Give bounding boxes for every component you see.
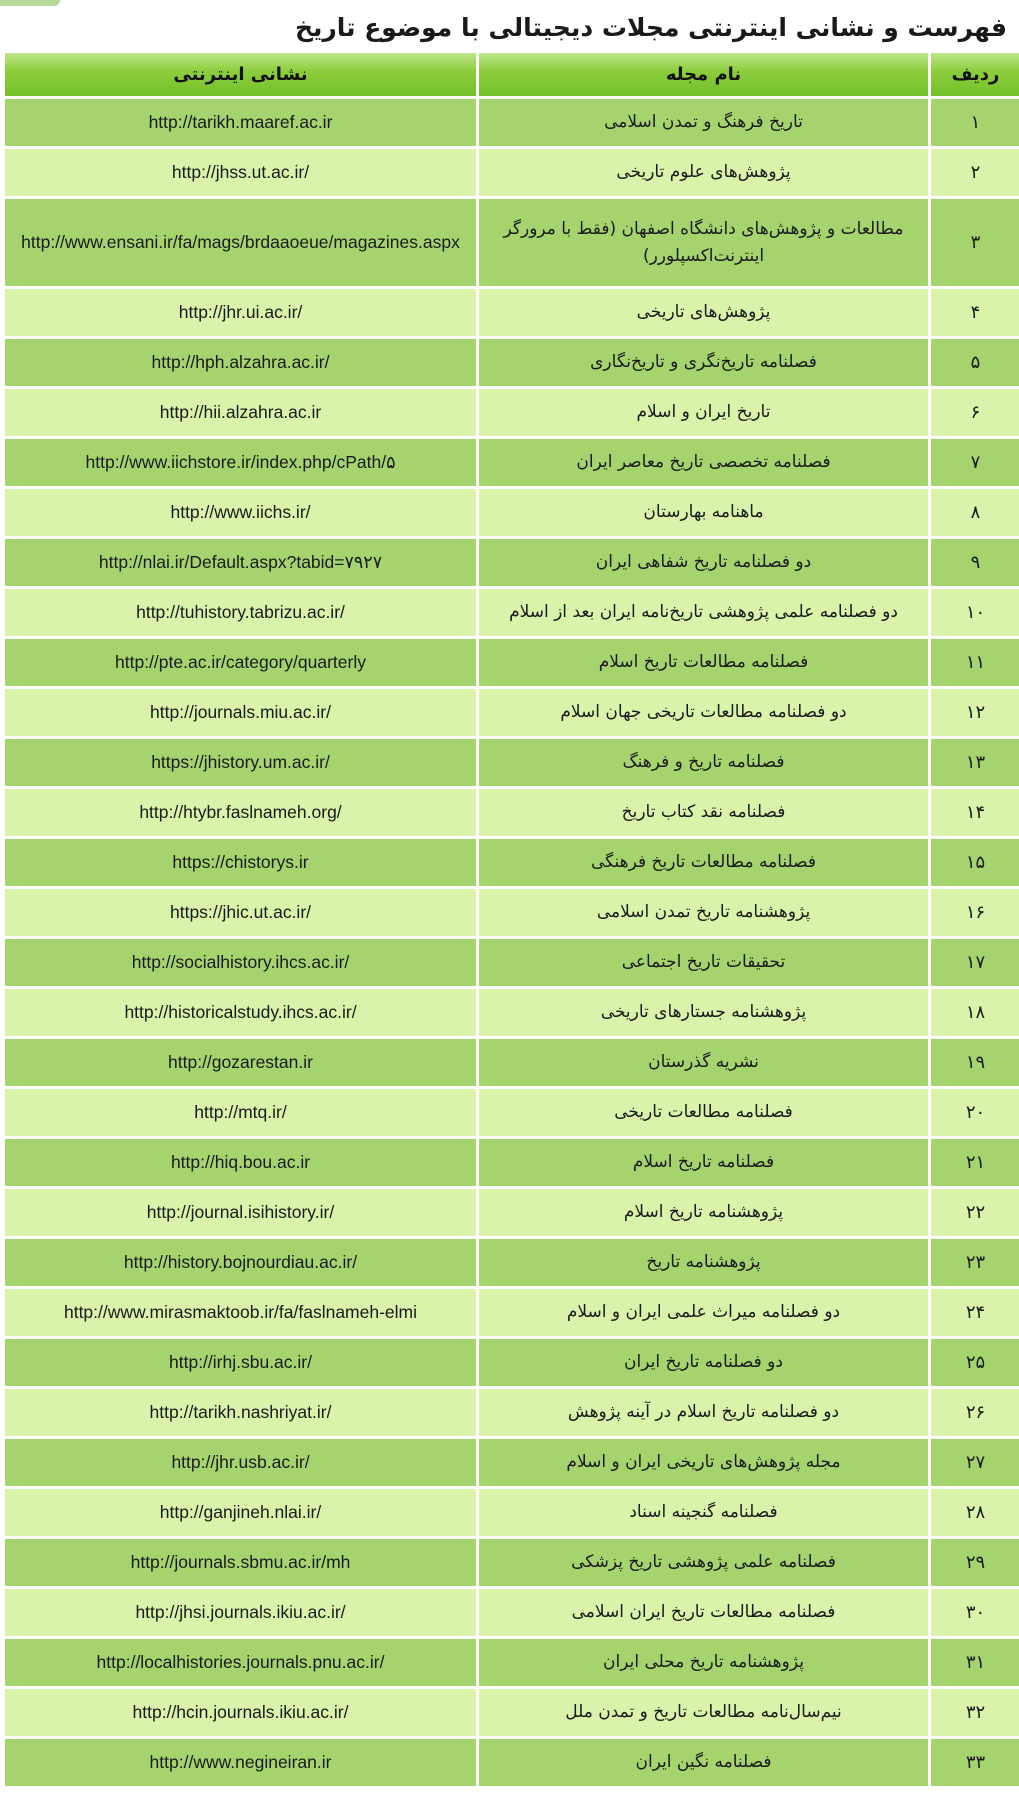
- row-number: ۲۵: [931, 1339, 1019, 1386]
- row-number: ۱۷: [931, 939, 1019, 986]
- journal-name: فصلنامه تاریخ‌نگری و تاریخ‌نگاری: [479, 339, 928, 386]
- table-row: [5, 289, 1019, 336]
- journal-url-link[interactable]: http://www.ensani.ir/fa/mags/brdaaoeue/magazines.aspx: [5, 199, 476, 286]
- table-row: [5, 1189, 1019, 1236]
- journal-url-link[interactable]: http://journals.sbmu.ac.ir/mh: [5, 1539, 476, 1586]
- table-row: [5, 1589, 1019, 1636]
- journal-url-link[interactable]: https://jhistory.um.ac.ir/: [5, 739, 476, 786]
- row-number: ۱۴: [931, 789, 1019, 836]
- row-number: ۷: [931, 439, 1019, 486]
- table-row: [5, 489, 1019, 536]
- table-row: [5, 1439, 1019, 1486]
- row-number: ۲۲: [931, 1189, 1019, 1236]
- journal-url-link[interactable]: http://www.iichstore.ir/index.php/cPath/۵: [5, 439, 476, 486]
- journal-name: پژوهشنامه جستارهای تاریخی: [479, 989, 928, 1036]
- journal-url-link[interactable]: http://tuhistory.tabrizu.ac.ir/: [5, 589, 476, 636]
- journal-name: دو فصلنامه مطالعات تاریخی جهان اسلام: [479, 689, 928, 736]
- row-number: ۹: [931, 539, 1019, 586]
- table-row: [5, 789, 1019, 836]
- journal-url-link[interactable]: http://localhistories.journals.pnu.ac.ir/: [5, 1639, 476, 1686]
- table-row: [5, 689, 1019, 736]
- journal-name: دو فصلنامه تاریخ ایران: [479, 1339, 928, 1386]
- journal-url-link[interactable]: http://tarikh.nashriyat.ir/: [5, 1389, 476, 1436]
- table-row: [5, 939, 1019, 986]
- journal-url-link[interactable]: http://www.mirasmaktoob.ir/fa/faslnameh-elmi: [5, 1289, 476, 1336]
- journal-url-link[interactable]: http://jhsi.journals.ikiu.ac.ir/: [5, 1589, 476, 1636]
- table-row: [5, 839, 1019, 886]
- journal-url-link[interactable]: http://jhss.ut.ac.ir/: [5, 149, 476, 196]
- journal-url-link[interactable]: http://www.negineiran.ir: [5, 1739, 476, 1786]
- page-title: فهرست و نشانی اینترنتی مجلات دیجیتالی با موضوع تاریخ: [294, 13, 1007, 42]
- journal-url-link[interactable]: http://irhj.sbu.ac.ir/: [5, 1339, 476, 1386]
- row-number: ۲۱: [931, 1139, 1019, 1186]
- table-row: [5, 539, 1019, 586]
- row-number: ۳۳: [931, 1739, 1019, 1786]
- row-number: ۳۰: [931, 1589, 1019, 1636]
- header-name: نام مجله: [479, 53, 928, 96]
- journal-url-link[interactable]: http://jhr.usb.ac.ir/: [5, 1439, 476, 1486]
- journal-url-link[interactable]: http://socialhistory.ihcs.ac.ir/: [5, 939, 476, 986]
- journals-table: [2, 50, 1019, 1789]
- journal-name: فصلنامه تاریخ اسلام: [479, 1139, 928, 1186]
- journal-name: فصلنامه مطالعات تاریخ ایران اسلامی: [479, 1589, 928, 1636]
- row-number: ۱۶: [931, 889, 1019, 936]
- table-row: [5, 889, 1019, 936]
- row-number: ۱۸: [931, 989, 1019, 1036]
- table-row: [5, 439, 1019, 486]
- table-row: [5, 989, 1019, 1036]
- row-number: ۱۵: [931, 839, 1019, 886]
- journal-name: تحقیقات تاریخ اجتماعی: [479, 939, 928, 986]
- row-number: ۲۳: [931, 1239, 1019, 1286]
- row-number: ۵: [931, 339, 1019, 386]
- table-row: [5, 1339, 1019, 1386]
- table-row: [5, 1689, 1019, 1736]
- journal-url-link[interactable]: http://ganjineh.nlai.ir/: [5, 1489, 476, 1536]
- journal-name: مجله پژوهش‌های تاریخی ایران و اسلام: [479, 1439, 928, 1486]
- journal-url-link[interactable]: http://journal.isihistory.ir/: [5, 1189, 476, 1236]
- journal-name: نیم‌سال‌نامه مطالعات تاریخ و تمدن ملل: [479, 1689, 928, 1736]
- journal-url-link[interactable]: http://hii.alzahra.ac.ir: [5, 389, 476, 436]
- journal-name: پژوهشنامه تاریخ تمدن اسلامی: [479, 889, 928, 936]
- table-row: [5, 199, 1019, 286]
- row-number: ۱۱: [931, 639, 1019, 686]
- table-row: [5, 1739, 1019, 1786]
- table-header-row: [5, 53, 1019, 96]
- table-row: [5, 1539, 1019, 1586]
- journal-name: ماهنامه بهارستان: [479, 489, 928, 536]
- corner-decoration: [0, 0, 60, 6]
- journal-name: فصلنامه مطالعات تاریخی: [479, 1089, 928, 1136]
- table-row: [5, 1489, 1019, 1536]
- journal-name: تاریخ فرهنگ و تمدن اسلامی: [479, 99, 928, 146]
- journal-url-link[interactable]: http://hph.alzahra.ac.ir/: [5, 339, 476, 386]
- header-url: نشانی اینترنتی: [5, 53, 476, 96]
- journal-name: فصلنامه مطالعات تاریخ فرهنگی: [479, 839, 928, 886]
- journal-name: فصلنامه مطالعات تاریخ اسلام: [479, 639, 928, 686]
- row-number: ۳: [931, 199, 1019, 286]
- table-row: [5, 149, 1019, 196]
- journal-url-link[interactable]: http://history.bojnourdiau.ac.ir/: [5, 1239, 476, 1286]
- journals-table-container: [2, 50, 1017, 1789]
- journal-name: فصلنامه گنجینه اسناد: [479, 1489, 928, 1536]
- journal-name: فصلنامه تاریخ و فرهنگ: [479, 739, 928, 786]
- row-number: ۲۸: [931, 1489, 1019, 1536]
- table-row: [5, 589, 1019, 636]
- row-number: ۲۷: [931, 1439, 1019, 1486]
- row-number: ۴: [931, 289, 1019, 336]
- row-number: ۶: [931, 389, 1019, 436]
- row-number: ۲: [931, 149, 1019, 196]
- journal-url-link[interactable]: http://historicalstudy.ihcs.ac.ir/: [5, 989, 476, 1036]
- row-number: ۱۲: [931, 689, 1019, 736]
- journal-name: دو فصلنامه علمی پژوهشی تاریخ‌نامه ایران بعد از اسلام: [479, 589, 928, 636]
- journal-url-link[interactable]: http://nlai.ir/Default.aspx?tabid=۷۹۲۷: [5, 539, 476, 586]
- journal-name: فصلنامه علمی پژوهشی تاریخ پزشکی: [479, 1539, 928, 1586]
- table-row: [5, 1639, 1019, 1686]
- table-row: [5, 639, 1019, 686]
- table-row: [5, 339, 1019, 386]
- journal-name: پژوهشنامه تاریخ محلی ایران: [479, 1639, 928, 1686]
- journal-name: فصلنامه نقد کتاب تاریخ: [479, 789, 928, 836]
- table-row: [5, 1089, 1019, 1136]
- row-number: ۳۱: [931, 1639, 1019, 1686]
- journal-url-link[interactable]: https://jhic.ut.ac.ir/: [5, 889, 476, 936]
- journal-name: پژوهشنامه تاریخ: [479, 1239, 928, 1286]
- row-number: ۲۹: [931, 1539, 1019, 1586]
- journal-name: فصلنامه تخصصی تاریخ معاصر ایران: [479, 439, 928, 486]
- journal-url-link[interactable]: http://jhr.ui.ac.ir/: [5, 289, 476, 336]
- table-row: [5, 1039, 1019, 1086]
- row-number: ۱۳: [931, 739, 1019, 786]
- row-number: ۲۰: [931, 1089, 1019, 1136]
- table-row: [5, 1139, 1019, 1186]
- journal-name: نشریه گذرستان: [479, 1039, 928, 1086]
- journal-name: پژوهشنامه تاریخ اسلام: [479, 1189, 928, 1236]
- row-number: ۱۹: [931, 1039, 1019, 1086]
- row-number: ۳۲: [931, 1689, 1019, 1736]
- journal-name: تاریخ ایران و اسلام: [479, 389, 928, 436]
- journal-url-link[interactable]: https://chistorys.ir: [5, 839, 476, 886]
- header-num: ردیف: [931, 53, 1019, 96]
- journal-url-link[interactable]: http://tarikh.maaref.ac.ir: [5, 99, 476, 146]
- journal-url-link[interactable]: http://pte.ac.ir/category/quarterly: [5, 639, 476, 686]
- journal-name: فصلنامه نگین ایران: [479, 1739, 928, 1786]
- journal-name: دو فصلنامه میراث علمی ایران و اسلام: [479, 1289, 928, 1336]
- table-row: [5, 1389, 1019, 1436]
- row-number: ۱: [931, 99, 1019, 146]
- journal-url-link[interactable]: http://journals.miu.ac.ir/: [5, 689, 476, 736]
- journal-name: مطالعات و پژوهش‌های دانشگاه اصفهان (فقط با مرورگر اینترنت‌اکسپلورر): [479, 199, 928, 286]
- row-number: ۸: [931, 489, 1019, 536]
- table-row: [5, 389, 1019, 436]
- journal-url-link[interactable]: http://gozarestan.ir: [5, 1039, 476, 1086]
- row-number: ۲۶: [931, 1389, 1019, 1436]
- table-row: [5, 1239, 1019, 1286]
- table-body: [5, 99, 1019, 1786]
- journal-name: پژوهش‌های تاریخی: [479, 289, 928, 336]
- journal-name: دو فصلنامه تاریخ اسلام در آینه پژوهش: [479, 1389, 928, 1436]
- table-row: [5, 739, 1019, 786]
- table-row: [5, 1289, 1019, 1336]
- journal-url-link[interactable]: http://hcin.journals.ikiu.ac.ir/: [5, 1689, 476, 1736]
- journal-url-link[interactable]: http://hiq.bou.ac.ir: [5, 1139, 476, 1186]
- journal-url-link[interactable]: http://www.iichs.ir/: [5, 489, 476, 536]
- journal-name: دو فصلنامه تاریخ شفاهی ایران: [479, 539, 928, 586]
- row-number: ۱۰: [931, 589, 1019, 636]
- journal-name: پژوهش‌های علوم تاریخی: [479, 149, 928, 196]
- journal-url-link[interactable]: http://mtq.ir/: [5, 1089, 476, 1136]
- row-number: ۲۴: [931, 1289, 1019, 1336]
- table-row: [5, 99, 1019, 146]
- journal-url-link[interactable]: http://htybr.faslnameh.org/: [5, 789, 476, 836]
